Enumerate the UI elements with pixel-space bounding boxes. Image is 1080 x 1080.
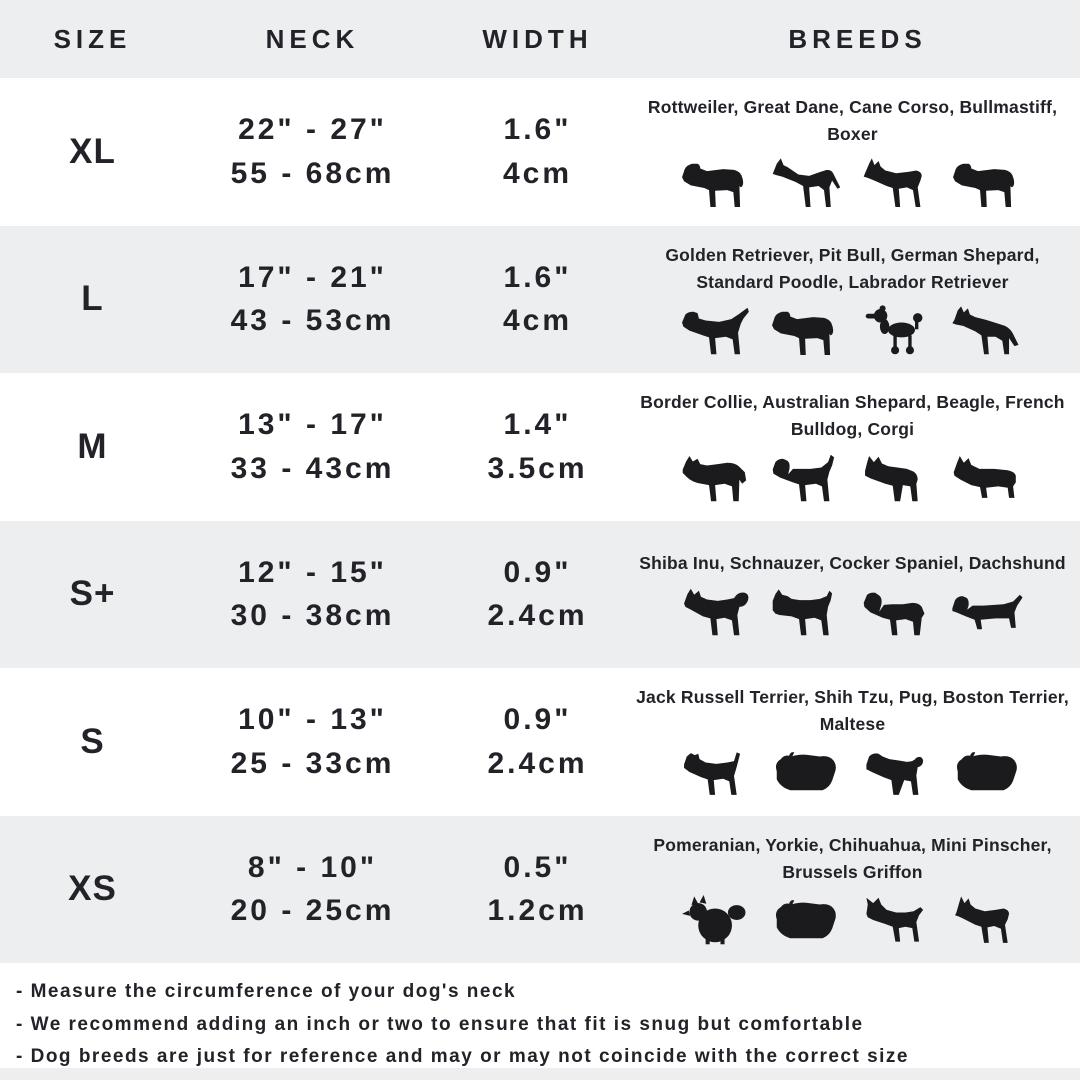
column-header-neck: NECK: [265, 23, 360, 54]
jack-russell-terrier-icon: [680, 747, 754, 801]
table-row-s-plus: [0, 521, 1080, 669]
breeds-cell: [635, 88, 1080, 215]
neck-cm: 25 - 33cm: [230, 746, 395, 780]
bottom-strip: [0, 1068, 1080, 1080]
table-row-xs: [0, 816, 1080, 964]
size-label: XS: [68, 869, 117, 909]
note-reference: - Dog breeds are just for reference and may or may not coincide with the correct size: [16, 1046, 909, 1068]
corgi-icon: [951, 452, 1025, 506]
cane-corso-icon: [861, 157, 935, 211]
neck-inches: 22" - 27": [238, 113, 387, 147]
width-inches: 0.9": [503, 703, 572, 737]
neck-inches: 17" - 21": [238, 260, 387, 294]
breeds-cell: [635, 678, 1080, 805]
neck-measurement: [185, 846, 440, 933]
schnauzer-icon: [770, 586, 844, 640]
bullmastiff-icon: [951, 157, 1025, 211]
dog-silhouettes: [680, 582, 1025, 640]
cocker-spaniel-icon: [861, 586, 935, 640]
neck-cm: 20 - 25cm: [230, 894, 395, 928]
size-label: S+: [69, 574, 116, 614]
note-measure: - Measure the circumference of your dog's neck: [16, 981, 517, 1002]
column-header-size: SIZE: [53, 23, 132, 54]
width-inches: 1.6": [503, 113, 572, 147]
german-shepard-icon: [951, 305, 1025, 359]
beagle-icon: [770, 452, 844, 506]
width-cm: 2.4cm: [487, 599, 588, 633]
neck-measurement: [185, 698, 440, 785]
width-measurement: [440, 698, 635, 785]
breeds-list: Border Collie, Australian Shepard, Beagle, French Bulldog, Corgi: [640, 392, 1065, 440]
size-label: M: [77, 426, 108, 466]
width-measurement: [440, 256, 635, 343]
neck-cm: 30 - 38cm: [230, 599, 395, 633]
mini-pinscher-icon: [951, 895, 1025, 949]
maltese-icon: [951, 747, 1025, 801]
great-dane-icon: [770, 157, 844, 211]
neck-inches: 8" - 10": [247, 850, 378, 884]
neck-measurement: [185, 403, 440, 490]
width-inches: 0.5": [503, 850, 572, 884]
table-row-l: [0, 226, 1080, 374]
neck-measurement: [185, 108, 440, 195]
breeds-list: Golden Retriever, Pit Bull, German Shepard, Standard Poodle, Labrador Retriever: [665, 244, 1040, 292]
breeds-list: Rottweiler, Great Dane, Cane Corso, Bullmastiff, Boxer: [647, 97, 1058, 145]
dog-silhouettes: [680, 153, 1025, 211]
dog-silhouettes: [680, 743, 1025, 801]
neck-inches: 10" - 13": [238, 703, 387, 737]
table-row-xl: [0, 78, 1080, 226]
neck-cm: 33 - 43cm: [230, 451, 395, 485]
width-cm: 3.5cm: [487, 451, 588, 485]
width-measurement: [440, 551, 635, 638]
table-row-m: [0, 373, 1080, 521]
width-measurement: [440, 108, 635, 195]
table-row-s: [0, 668, 1080, 816]
breeds-cell: [635, 383, 1080, 510]
breeds-list: Pomeranian, Yorkie, Chihuahua, Mini Pinscher, Brussels Griffon: [653, 834, 1052, 882]
width-cm: 4cm: [502, 304, 573, 338]
australian-shepard-icon: [680, 452, 754, 506]
width-cm: 2.4cm: [487, 746, 588, 780]
neck-inches: 13" - 17": [238, 408, 387, 442]
rottweiler-icon: [680, 157, 754, 211]
width-cm: 1.2cm: [487, 894, 588, 928]
breeds-list: Shiba Inu, Schnauzer, Cocker Spaniel, Dachshund: [639, 553, 1066, 574]
sizing-notes: [0, 963, 1080, 1068]
size-label: XL: [69, 131, 116, 171]
width-measurement: [440, 846, 635, 933]
neck-measurement: [185, 551, 440, 638]
dog-silhouettes: [680, 448, 1025, 506]
pit-bull-icon: [770, 305, 844, 359]
width-cm: 4cm: [502, 156, 573, 190]
width-inches: 0.9": [503, 555, 572, 589]
golden-retriever-icon: [680, 305, 754, 359]
french-bulldog-icon: [861, 452, 935, 506]
breeds-cell: [635, 236, 1080, 363]
chihuahua-icon: [861, 895, 935, 949]
neck-measurement: [185, 256, 440, 343]
standard-poodle-icon: [861, 305, 935, 359]
dog-silhouettes: [680, 891, 1025, 949]
column-header-breeds: BREEDS: [788, 23, 927, 54]
size-label: L: [81, 279, 104, 319]
neck-cm: 43 - 53cm: [230, 304, 395, 338]
breeds-cell: [635, 544, 1080, 644]
yorkie-icon: [770, 895, 844, 949]
breeds-cell: [635, 826, 1080, 953]
shih-tzu-icon: [770, 747, 844, 801]
width-inches: 1.6": [503, 260, 572, 294]
neck-inches: 12" - 15": [238, 555, 387, 589]
width-inches: 1.4": [503, 408, 572, 442]
neck-cm: 55 - 68cm: [230, 156, 395, 190]
dog-silhouettes: [680, 301, 1025, 359]
column-header-width: WIDTH: [482, 23, 593, 54]
breeds-list: Jack Russell Terrier, Shih Tzu, Pug, Boston Terrier, Maltese: [636, 687, 1069, 735]
width-measurement: [440, 403, 635, 490]
note-recommend: - We recommend adding an inch or two to ensure that fit is snug but comfortable: [16, 1013, 864, 1035]
table-header-row: [0, 0, 1080, 78]
size-label: S: [80, 721, 105, 761]
pomeranian-icon: [680, 895, 754, 949]
shiba-inu-icon: [680, 586, 754, 640]
dachshund-icon: [951, 586, 1025, 640]
pug-icon: [861, 747, 935, 801]
